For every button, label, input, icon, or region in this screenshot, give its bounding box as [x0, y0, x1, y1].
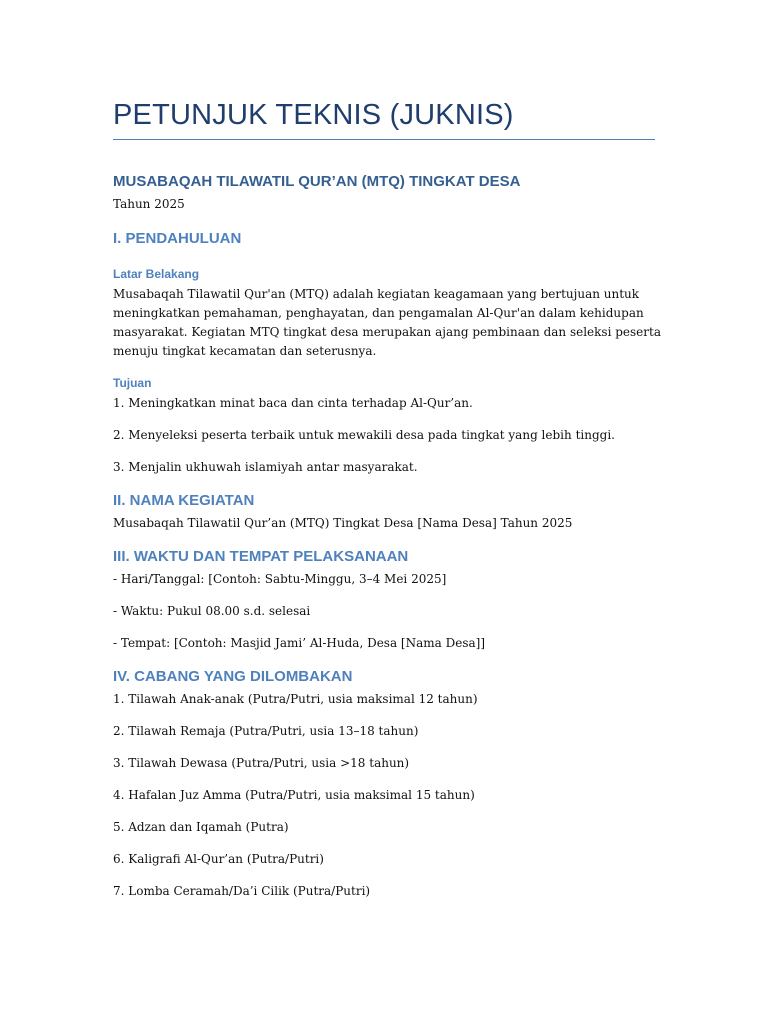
nama-kegiatan-text: Musabaqah Tilawatil Qur’an (MTQ) Tingkat Desa [Nama Desa] Tahun 2025 [113, 516, 573, 530]
cabang-item: 2. Tilawah Remaja (Putra/Putri, usia 13–18 tahun) [113, 724, 419, 738]
cabang-item: 3. Tilawah Dewasa (Putra/Putri, usia >18 tahun) [113, 756, 410, 770]
cabang-item: 6. Kaligrafi Al-Qur’an (Putra/Putri) [113, 852, 324, 866]
section-heading-cabang: IV. CABANG YANG DILOMBAKAN [113, 668, 353, 685]
section-heading-pendahuluan: I. PENDAHULUAN [113, 230, 242, 247]
latar-belakang-paragraph [113, 285, 661, 361]
waktu-tempat-item: - Waktu: Pukul 08.00 s.d. selesai [113, 604, 311, 618]
document-title: PETUNJUK TEKNIS (JUKNIS) [113, 99, 514, 131]
paragraph-line: masyarakat. Kegiatan MTQ tingkat desa merupakan ajang pembinaan dan seleksi peserta [113, 325, 661, 339]
tujuan-item: 3. Menjalin ukhuwah islamiyah antar masyarakat. [113, 460, 418, 474]
section-heading-waktu-tempat: III. WAKTU DAN TEMPAT PELAKSANAAN [113, 548, 409, 565]
waktu-tempat-item: - Hari/Tanggal: [Contoh: Sabtu-Minggu, 3–4 Mei 2025] [113, 572, 447, 586]
paragraph-line: menuju tingkat kecamatan dan seterusnya. [113, 344, 377, 358]
tujuan-item: 1. Meningkatkan minat baca dan cinta terhadap Al-Qur’an. [113, 396, 473, 410]
title-divider [113, 139, 655, 140]
tujuan-item: 2. Menyeleksi peserta terbaik untuk mewakili desa pada tingkat yang lebih tinggi. [113, 428, 615, 442]
cabang-item: 5. Adzan dan Iqamah (Putra) [113, 820, 289, 834]
subheading-latar-belakang: Latar Belakang [113, 267, 200, 281]
paragraph-line: meningkatkan pemahaman, penghayatan, dan pengamalan Al-Qur'an dalam kehidupan [113, 306, 644, 320]
document-year: Tahun 2025 [113, 197, 185, 211]
waktu-tempat-item: - Tempat: [Contoh: Masjid Jami’ Al-Huda, Desa [Nama Desa]] [113, 636, 485, 650]
paragraph-line: Musabaqah Tilawatil Qur'an (MTQ) adalah kegiatan keagamaan yang bertujuan untuk [113, 287, 640, 301]
cabang-item: 7. Lomba Ceramah/Da’i Cilik (Putra/Putri) [113, 884, 371, 898]
cabang-item: 1. Tilawah Anak-anak (Putra/Putri, usia maksimal 12 tahun) [113, 692, 478, 706]
section-heading-nama-kegiatan: II. NAMA KEGIATAN [113, 492, 255, 509]
subheading-tujuan: Tujuan [113, 376, 152, 390]
cabang-item: 4. Hafalan Juz Amma (Putra/Putri, usia maksimal 15 tahun) [113, 788, 475, 802]
document-subtitle: MUSABAQAH TILAWATIL QUR’AN (MTQ) TINGKAT DESA [113, 173, 521, 190]
